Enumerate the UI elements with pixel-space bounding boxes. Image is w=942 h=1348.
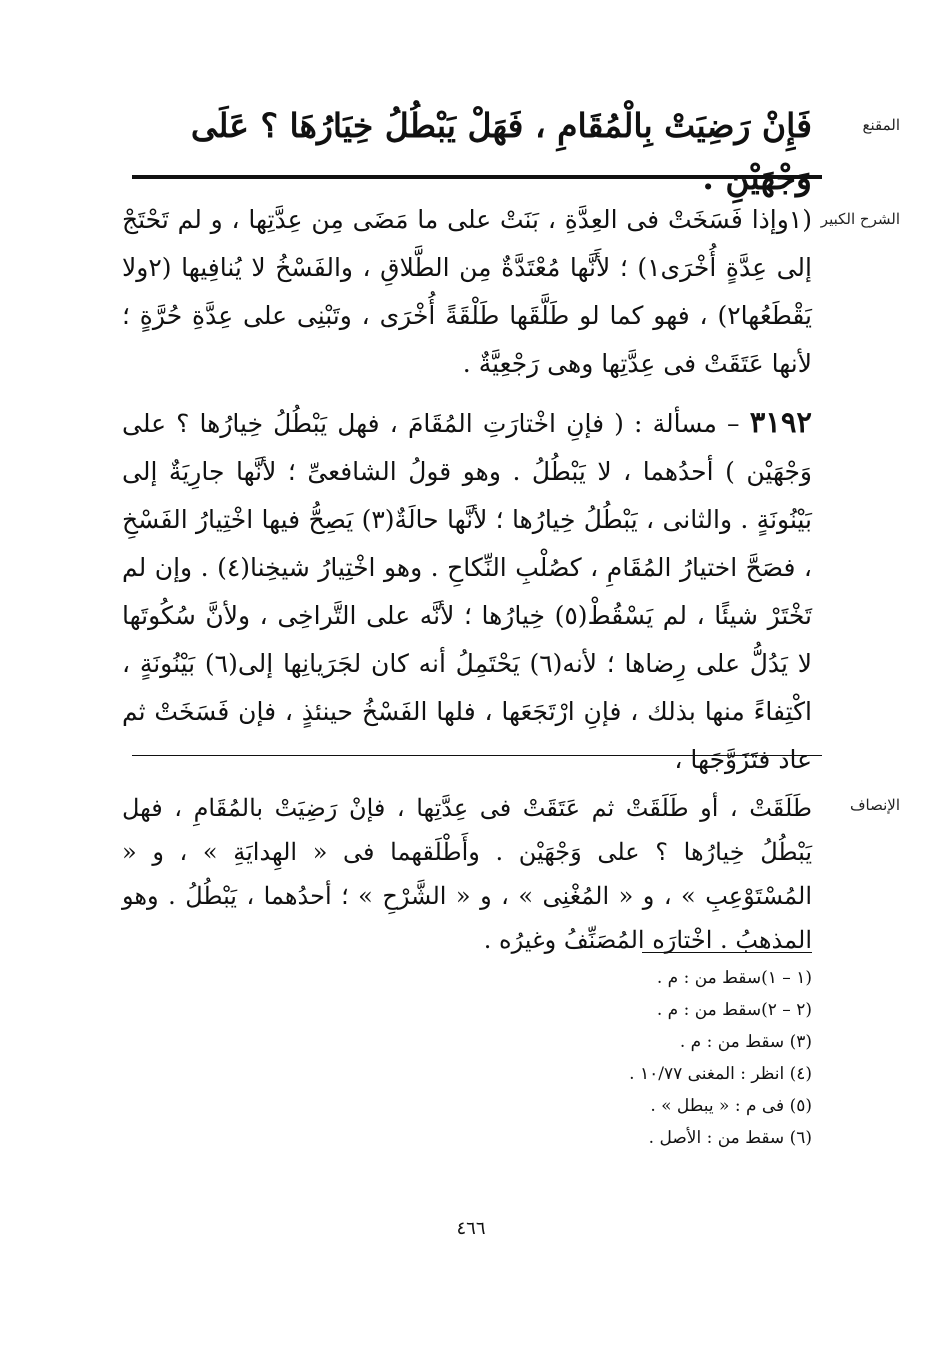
- insaf-rule: [132, 755, 822, 756]
- insaf-paragraph: طَلَقَتْ ، أو طَلَقَتْ ثم عَتَقَتْ فى عِدَّتِها ، فإنْ رَضِيَتْ بالمُقَامِ ، فهل يَبْطُلُ خِيارُها ؟ على وَجْهَيْن . وأَطْلَقهما فى « الهِدايَةِ » ، و « المُسْتَوْعِبِ » ، و « المُغْنِى » ، و « الشَّرْحِ » ؛ أحدُهما ، يَبْطُلُ . وهو المذهبُ . اخْتارَه المُصَنِّفُ وغيرُه .: [122, 794, 812, 954]
- footnote: (١ – ١)سقط من : م .: [656, 968, 812, 988]
- footnote: (٦) سقط من : الأصل .: [648, 1128, 812, 1148]
- section-label-muqni: المقنع: [862, 116, 900, 134]
- footnote: (٤) انظر : المغنى ١٠/٧٧ .: [629, 1064, 812, 1084]
- header-rule: [132, 175, 822, 179]
- masala-number: ٣١٩٢: [749, 405, 812, 439]
- section-label-sharh: الشرح الكبير: [820, 210, 900, 228]
- footnote: (٢ – ٢)سقط من : م .: [656, 1000, 812, 1020]
- masala-paragraph: [122, 398, 812, 784]
- masala-text: – مسألة : ( فإنِ اخْتارَتِ المُقَامَ ، فهل يَبْطُلُ خِيارُها ؟ على وَجْهَيْن ) أحدُهما ، لا يَبْطُلُ . وهو قولُ الشافعىِّ ؛ لأنَّها جارِيَةٌ إلى بَيْنُونَةٍ . والثانى ، يَبْطُلُ خِيارُها ؛ لأنَّها حالَةٌ(٣) يَصِحُّ فيها اخْتِيارُ الفَسْخِ ، فصَحَّ اختيارُ المُقَامِ ، كصُلْبِ النِّكاحِ . وهو اخْتِيارُ شيخِنا(٤) . وإن لم تَخْتَرْ شيئًا ، لم يَسْقُطْ(٥) خِيارُها ؛ لأنَّه على التَّراخِى ، ولأنَّ سُكُوتَها لا يَدُلُّ على رِضاها ؛ لأنه(٦) يَحْتَمِلُ أنه كان لجَرَيانِها إلى(٦) بَيْنُونَةٍ ، اكْتِفاءً منها بذلك ، فإنِ ارْتَجَعَها ، فلها الفَسْخُ حينئذٍ ، فإن فَسَخَتْ ثم عاد فتَزَوَّجَها ،: [122, 409, 812, 774]
- muqni-text: فَإِنْ رَضِيَتْ بِالْمُقَامِ ، فَهَلْ يَبْطُلُ خِيَارُهَا ؟ عَلَى وَجْهَيْنِ .: [190, 106, 812, 197]
- footnote: (٥) فى م : « يبطل » .: [650, 1096, 812, 1116]
- page-number: ٤٦٦: [456, 1218, 486, 1239]
- footnotes-list: [412, 962, 812, 1154]
- section-label-insaf: الإنصاف: [849, 796, 900, 814]
- footnote: (٣) سقط من : م .: [679, 1032, 812, 1052]
- sharh-paragraph: (١وإذا فَسَخَتْ فى العِدَّةِ ، بَنَتْ على ما مَضَى مِن عِدَّتِها ، و لم تَحْتَجْ إلى عِدَّةٍ أُخْرَى١) ؛ لأَنَّها مُعْتَدَّةٌ مِن الطَّلاقِ ، والفَسْخُ لا يُنافِيها (٢ولا يَقْطَعُها٢) ، فهو كما لو طَلَّقَها طَلْقَةً أُخْرَى ، وتَبْنِى على عِدَّةِ حُرَّةٍ ؛ لأنها عَتَقَتْ فى عِدَّتِها وهى رَجْعِيَّةٌ .: [122, 205, 812, 378]
- footnote-rule: [642, 952, 812, 953]
